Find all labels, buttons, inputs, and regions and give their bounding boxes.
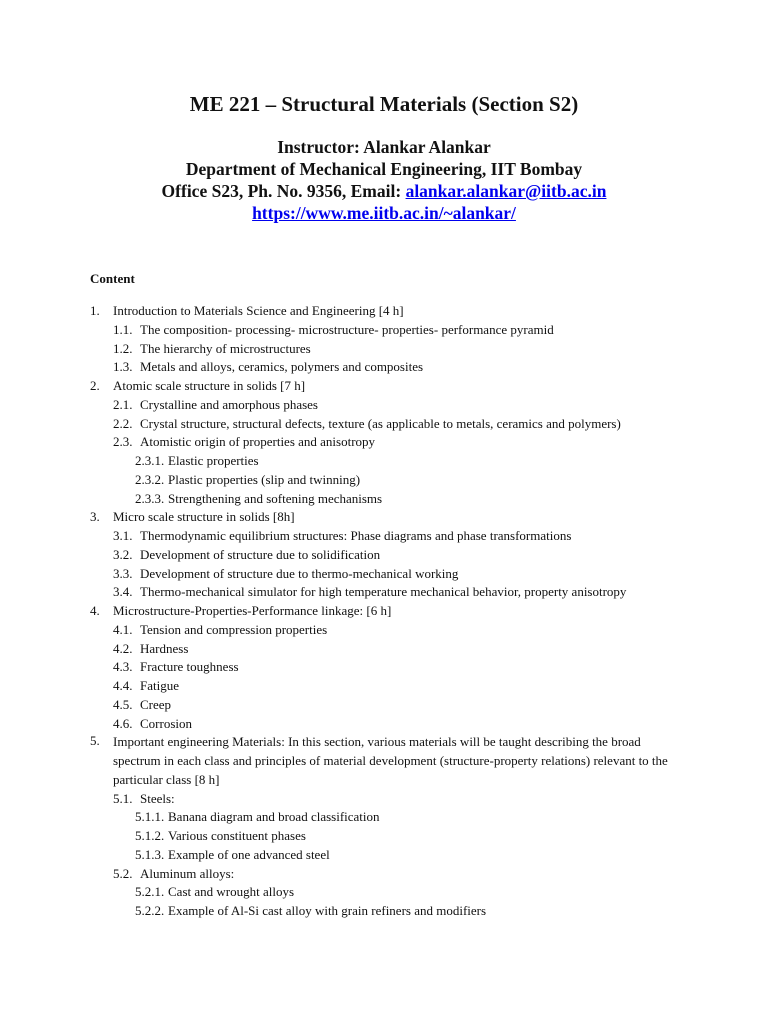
outline-item-level-2 [0, 865, 768, 884]
outline-item-text: Development of structure due to solidification [140, 546, 381, 562]
outline-item-number: 2.3.2. [135, 471, 165, 487]
outline-item-number: 2.3.1. [135, 453, 165, 468]
outline-item-level-2 [0, 658, 768, 677]
outline-item-level-3 [0, 471, 768, 490]
email-link[interactable]: alankar.alankar@iitb.ac.in [405, 181, 607, 201]
contact-line [0, 181, 768, 201]
outline-item-level-3 [0, 452, 768, 471]
outline-item-level-3 [0, 490, 768, 509]
instructor-line: Instructor: Alankar Alankar [277, 137, 491, 157]
outline-item-text: Metals and alloys, ceramics, polymers and composites [140, 359, 424, 375]
outline-item-text: Microstructure-Properties-Performance linkage: [6 h] [113, 603, 392, 618]
outline-item-level-2 [0, 527, 768, 546]
outline-item-number: 1.3. [113, 359, 133, 375]
outline-item-number: 3.1. [113, 528, 133, 543]
outline-item-level-2 [0, 415, 768, 434]
outline-item-text: Aluminum alloys: [140, 865, 235, 881]
outline-item-text: Elastic properties [168, 453, 259, 468]
outline-item-number: 3. [90, 509, 100, 525]
outline-item-number: 4.5. [113, 696, 133, 712]
outline-item-number: 5.2. [113, 865, 133, 881]
outline-item-number: 4.4. [113, 678, 133, 693]
outline-item-level-2 [0, 358, 768, 377]
outline-item-number: 2. [90, 378, 100, 393]
outline-item-number: 5.1.1. [135, 809, 165, 825]
outline-item-number: 4.1. [113, 621, 133, 637]
outline-item-level-2 [0, 433, 768, 452]
outline-item-level-3 [0, 902, 768, 921]
outline-item-level-2 [0, 396, 768, 415]
outline-item-text: Introduction to Materials Science and Engineering [4 h] [113, 303, 404, 318]
outline-item-text: Thermodynamic equilibrium structures: Phase diagrams and phase transformations [140, 528, 572, 543]
outline-item-text: Tension and compression properties [140, 621, 328, 637]
outline-item-level-2 [0, 790, 768, 809]
outline-item-text: Crystalline and amorphous phases [140, 396, 318, 412]
outline-item-text: Plastic properties (slip and twinning) [168, 471, 361, 487]
outline-item-number: 5.2.1. [135, 884, 165, 900]
outline-item-text: Strengthening and softening mechanisms [168, 490, 383, 506]
outline-item-text: Hardness [140, 640, 189, 656]
outline-item-number: 5.1.2. [135, 828, 165, 843]
outline-item-text: The hierarchy of microstructures [140, 340, 311, 356]
outline-item-number: 5.1.3. [135, 846, 165, 862]
outline-item-number: 5.1. [113, 790, 133, 806]
content-heading: Content [90, 271, 135, 286]
outline-item-text: Micro scale structure in solids [8h] [113, 509, 295, 525]
outline-item-text: Cast and wrought alloys [168, 884, 295, 900]
outline-item-level-2 [0, 340, 768, 359]
outline-item-text: Fracture toughness [140, 659, 239, 675]
outline-item-level-2 [0, 583, 768, 602]
course-title: ME 221 – Structural Materials (Section S2) [189, 92, 579, 116]
outline-item-text: Important engineering Materials: In this section, various materials will be taught describing the broad spectrum in each class and principles of material development (structure-property relations) relevant to the particular class [8 h] [113, 734, 668, 787]
outline-item-level-3 [0, 846, 768, 865]
outline-item-number: 2.3.3. [135, 490, 165, 506]
outline-item-text: Example of one advanced steel [168, 846, 330, 862]
outline-item-number: 4.6. [113, 715, 133, 731]
outline-item-level-3 [0, 883, 768, 902]
outline-item-text: Creep [140, 696, 172, 712]
outline-item-number: 4. [90, 603, 100, 618]
outline-item-level-2 [0, 696, 768, 715]
outline-item-level-3 [0, 808, 768, 827]
outline-item-text: Crystal structure, structural defects, texture (as applicable to metals, ceramics and polymers) [140, 415, 621, 431]
outline-item-number: 1. [90, 303, 100, 318]
outline-item-level-2 [0, 546, 768, 565]
outline-item-text: Banana diagram and broad classification [168, 809, 380, 825]
outline-item-level-1 [0, 302, 768, 321]
outline-item-text: Example of Al-Si cast alloy with grain refiners and modifiers [168, 903, 487, 918]
outline-item-number: 2.3. [113, 434, 133, 450]
outline-item-number: 4.3. [113, 659, 133, 675]
outline-item-level-2 [0, 621, 768, 640]
outline-item-number: 3.3. [113, 565, 133, 581]
outline-item-level-2 [0, 715, 768, 734]
outline-item-text: The composition- processing- microstructure- properties- performance pyramid [140, 321, 554, 337]
outline-item-text: Atomistic origin of properties and anisotropy [140, 434, 376, 450]
outline-item-level-2 [0, 565, 768, 584]
outline-item-level-1 [0, 508, 768, 527]
outline-item-level-3 [0, 827, 768, 846]
website-link[interactable]: https://www.me.iitb.ac.in/~alankar/ [252, 203, 516, 223]
outline-item-level-2 [0, 677, 768, 696]
outline-item-number: 5.2.2. [135, 903, 165, 918]
outline-item-text: Steels: [140, 790, 175, 806]
outline-item-number: 5. [90, 733, 100, 749]
outline-item-level-2 [0, 640, 768, 659]
outline-item-number: 1.2. [113, 340, 133, 356]
outline-item-level-1 [0, 377, 768, 396]
outline-item-number: 2.1. [113, 396, 133, 412]
outline-item-number: 1.1. [113, 321, 133, 337]
website-line [0, 203, 768, 223]
office-phone-text: Office S23, Ph. No. 9356, Email: [161, 181, 406, 201]
outline-item-level-1 [0, 733, 768, 789]
department-line: Department of Mechanical Engineering, IIT Bombay [185, 159, 583, 179]
outline-item-text: Thermo-mechanical simulator for high temperature mechanical behavior, property anisotropy [140, 584, 627, 600]
content-outline [0, 302, 768, 921]
outline-item-number: 3.2. [113, 546, 133, 562]
outline-item-number: 3.4. [113, 584, 133, 600]
outline-item-text: Development of structure due to thermo-mechanical working [140, 565, 459, 581]
outline-item-number: 2.2. [113, 415, 133, 431]
outline-item-text: Various constituent phases [168, 828, 306, 843]
outline-item-number: 4.2. [113, 640, 133, 656]
outline-item-text: Fatigue [140, 678, 179, 693]
outline-item-text: Atomic scale structure in solids [7 h] [113, 378, 306, 393]
outline-item-level-1 [0, 602, 768, 621]
outline-item-text: Corrosion [140, 715, 192, 731]
outline-item-level-2 [0, 321, 768, 340]
